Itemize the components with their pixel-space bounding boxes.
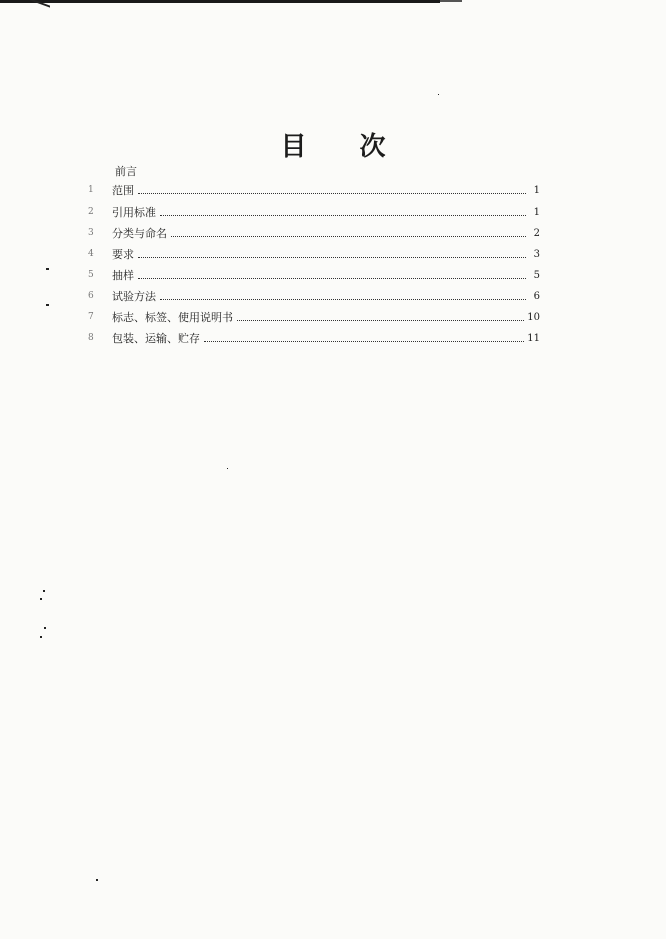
toc-entry-number: 2 bbox=[88, 207, 94, 217]
toc-entry-number: 8 bbox=[88, 333, 94, 343]
toc-entry-label: 分类与命名 bbox=[112, 227, 167, 240]
toc-entry-page: 10 bbox=[527, 311, 540, 323]
toc-entry-number: 3 bbox=[88, 228, 94, 238]
toc-entry[interactable] bbox=[88, 246, 540, 262]
scan-speck bbox=[40, 636, 42, 638]
toc-leader-dots bbox=[138, 192, 526, 194]
scan-speck bbox=[46, 304, 49, 306]
toc-entry[interactable] bbox=[88, 309, 540, 325]
toc-entry-number: 1 bbox=[88, 185, 94, 195]
preface-entry: 前言 bbox=[115, 165, 137, 178]
toc-entry-number: 5 bbox=[88, 270, 94, 280]
toc-leader-dots bbox=[138, 256, 526, 258]
toc-entry-number: 6 bbox=[88, 291, 94, 301]
scan-speck bbox=[40, 598, 42, 600]
toc-entry[interactable] bbox=[88, 204, 540, 220]
toc-entry[interactable] bbox=[88, 182, 540, 198]
toc-leader-dots bbox=[204, 340, 524, 342]
toc-entry-label: 范围 bbox=[112, 184, 134, 197]
toc-entry[interactable] bbox=[88, 288, 540, 304]
toc-entry-label: 要求 bbox=[112, 248, 134, 261]
toc-entry-page: 5 bbox=[533, 269, 540, 281]
toc-entry-number: 4 bbox=[88, 249, 94, 259]
toc-entry[interactable] bbox=[88, 330, 540, 346]
toc-entry-page: 11 bbox=[527, 332, 540, 344]
toc-entry-page: 6 bbox=[533, 290, 540, 302]
toc-entry-number: 7 bbox=[88, 312, 94, 322]
toc-entry[interactable] bbox=[88, 267, 540, 283]
scan-speck bbox=[438, 94, 439, 95]
toc-entry-label: 包装、运输、贮存 bbox=[112, 332, 200, 345]
page-title: 目 次 bbox=[280, 132, 408, 162]
toc-entry-page: 3 bbox=[533, 248, 540, 260]
scan-speck bbox=[44, 627, 46, 629]
scan-speck bbox=[46, 268, 49, 270]
scan-speck bbox=[227, 468, 228, 469]
toc-entry-page: 1 bbox=[533, 184, 540, 196]
toc-entry-page: 2 bbox=[533, 227, 540, 239]
toc-entry-label: 试验方法 bbox=[112, 290, 156, 303]
toc-entry-label: 抽样 bbox=[112, 269, 134, 282]
scan-speck bbox=[43, 590, 45, 592]
toc-leader-dots bbox=[171, 235, 526, 237]
toc-entry-page: 1 bbox=[533, 206, 540, 218]
toc-leader-dots bbox=[160, 214, 526, 216]
scan-speck bbox=[96, 879, 98, 881]
scan-top-edge-tail bbox=[440, 0, 462, 2]
toc-entry-label: 引用标准 bbox=[112, 206, 156, 219]
toc-leader-dots bbox=[138, 277, 526, 279]
toc-leader-dots bbox=[237, 319, 524, 321]
toc-leader-dots bbox=[160, 298, 526, 300]
scan-top-edge-line bbox=[0, 0, 440, 3]
toc-entry-label: 标志、标签、使用说明书 bbox=[112, 311, 233, 324]
toc-entry[interactable] bbox=[88, 225, 540, 241]
